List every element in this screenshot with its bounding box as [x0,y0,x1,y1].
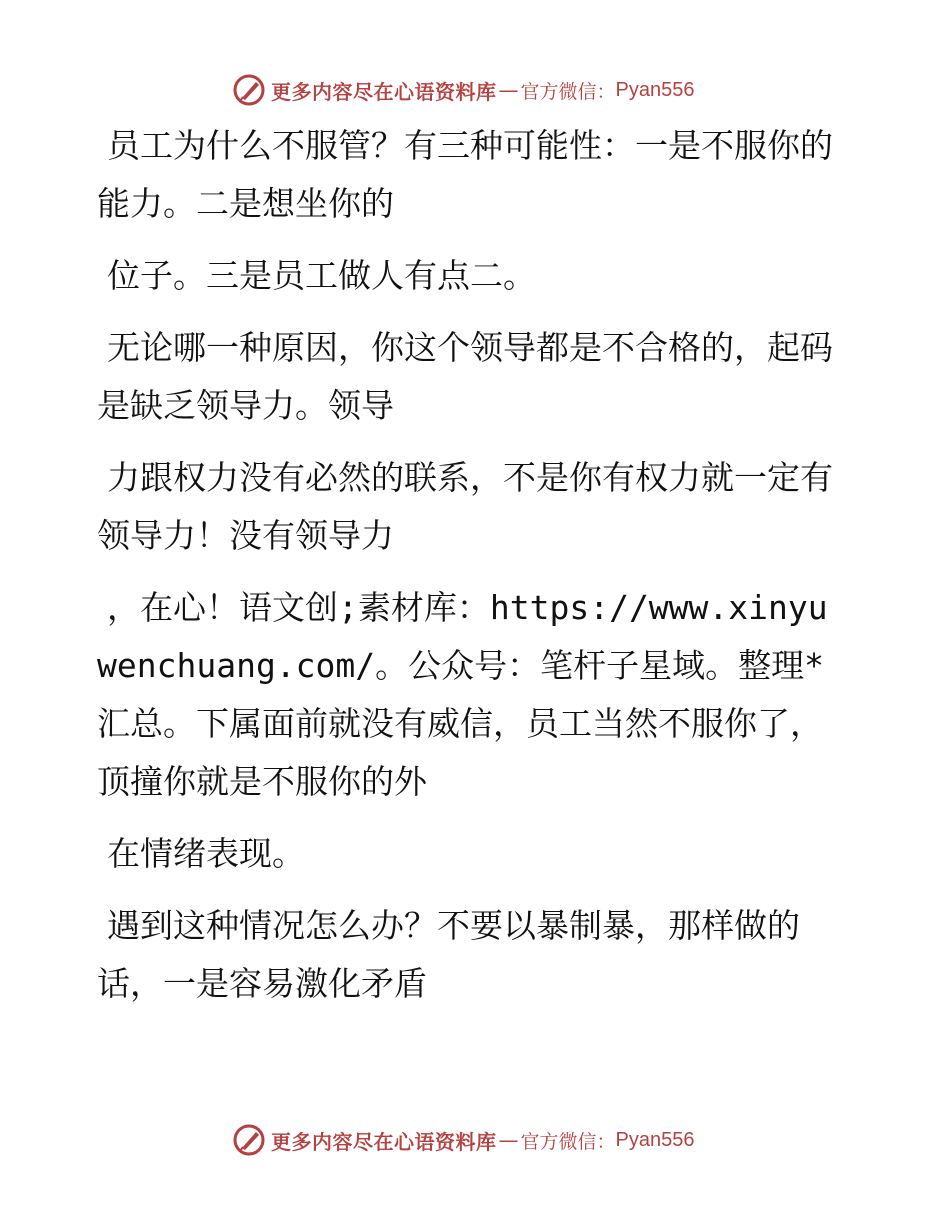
banner-text: 更多内容尽在心语资料库 [271,79,497,104]
document-body [97,117,837,1027]
paragraph-2: 位子。三是员工做人有点二。 [107,256,536,295]
banner-separator: — [498,1128,519,1152]
header-banner [232,72,694,108]
quill-logo-icon [232,73,266,107]
paragraph-7: 遇到这种情况怎么办？不要以暴制暴，那样做的话，一是容易激化矛盾 [97,906,800,1003]
paragraph-5: ，在心！语文创;素材库：https://www.xinyuwenchuang.com/。公众号：笔杆子星域。整理*汇总。下属面前就没有威信，员工当然不服你了，顶撞你就是不服你的外 [97,588,828,801]
quill-logo-icon [232,1123,266,1157]
banner-separator: — [498,78,519,102]
banner-text: 更多内容尽在心语资料库 [271,1129,497,1154]
banner-wechat-label: 官方微信： [520,80,616,103]
footer-banner [232,1122,694,1158]
banner-wechat-label: 官方微信： [520,1130,616,1153]
paragraph-6: 在情绪表现。 [107,834,305,873]
paragraph-1: 员工为什么不服管？有三种可能性：一是不服你的能力。二是想坐你的 [97,126,833,223]
banner-wechat-id: Pyan556 [615,1128,695,1151]
paragraph-4: 力跟权力没有必然的联系，不是你有权力就一定有领导力！没有领导力 [97,458,833,555]
paragraph-3: 无论哪一种原因，你这个领导都是不合格的，起码是缺乏领导力。领导 [97,328,833,425]
banner-wechat-id: Pyan556 [615,78,695,101]
